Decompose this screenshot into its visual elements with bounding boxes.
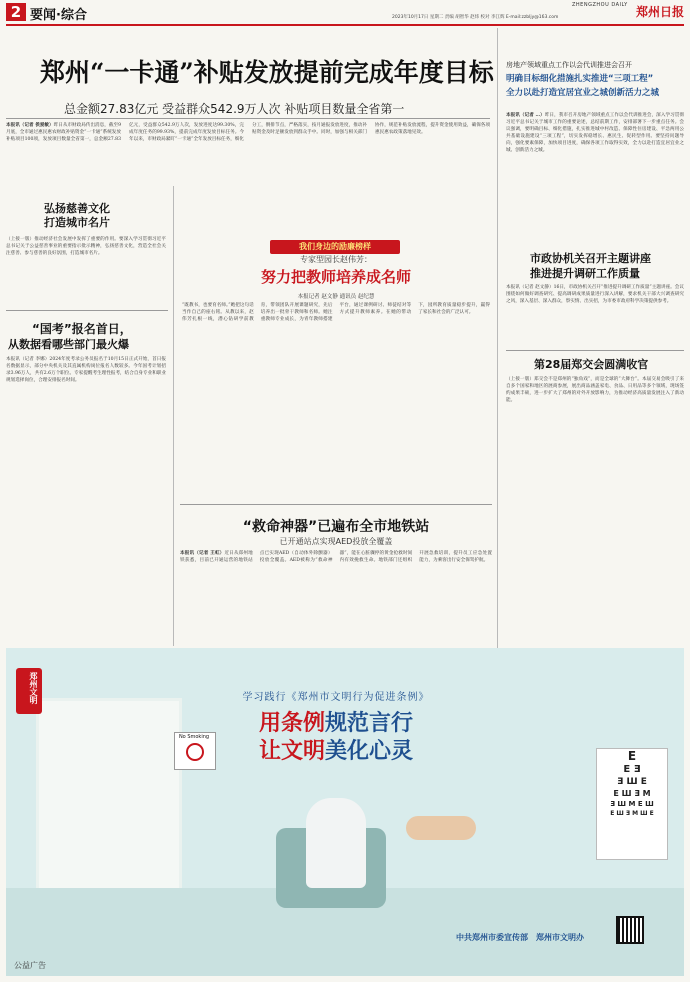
feature-byline: 本报记者 赵文静 通讯员 赵纪慧 [297,294,375,300]
eye-chart-row-5: Ǝ Ш M E Ш [610,800,654,808]
ad-footer-label: 公益广告 [14,961,46,970]
eye-chart-row-1: E [627,749,637,763]
right-mid-title-1: 市政协机关召开主题讲座 [530,252,651,265]
aed-rule [180,504,492,505]
right-mid-body-1: 本报讯（记者 赵文静）16日，市政协机关召开“推进提升调研工作质量”主题讲座。会议围绕如何做好调查研究、提高调研成果质量进行深入讲解，要求机关干部大兴调查研究之风，深入基层、深入群众，察实情、出实招，为市委市政府科学决策提供参考。 [506,285,684,304]
feature-body: “既教书，也要育名师。”她把这句话当作自己的座右铭。从教以来，赵伟芳扎根一线，潜心钻研学前教育，带领团队开展课题研究，先后培养出一批骨干教师和名师。她注重教师专业成长，为青年教师搭建平台，通过课例研讨、师徒结对等方式提升教师素养。在她的带动下，园所教育质量稳步提升，赢得了家长和社会的广泛认可。 [182,303,490,322]
left-a1-title-2: 打造城市名片 [44,216,110,229]
right-mid-body-2: （上接一版）郑交会不是郑州的“独角戏”，而是全球的“大舞台”。本届交易会吸引了来自多个国家和地区的展商参展，展出商品涵盖家电、食品、日用品等多个领域，现场签约成果丰硕，进一步扩大了郑州的对外开放影响力，为推动经济高质量发展注入了新动能。 [506,377,684,403]
header-divider [6,24,684,26]
feature-kicker: 专家型园长赵伟芳： [300,255,372,264]
eye-chart-row-6: E Ш Ǝ M Ш E [610,810,654,817]
right-mid-title-2: 推进提升调研工作质量 [530,267,640,280]
right-divider [497,28,498,648]
ad-figure [306,798,366,888]
ad-sponsor-1: 中共郑州市委宣传部 [456,933,528,942]
lead-headline: 郑州“一卡通”补贴发放提前完成年度目标 [40,58,494,87]
left-rule [6,310,168,311]
right-top-title-1: 明确目标细化措施扎实推进“三项工程” [506,74,654,84]
left-a2-title-2: 从数据看哪些部门最火爆 [8,338,129,351]
public-service-ad [6,648,684,976]
right-top-kicker: 房地产领域重点工作以会代训推进会召开 [506,61,632,69]
right-top-title-2: 全力以赴打造宜居宜业之城创新活力之城 [506,88,660,98]
ad-kicker: 学习践行《郑州市文明行为促进条例》 [242,692,430,703]
ad-qr-code [616,916,644,944]
no-smoking-label: No Smoking [178,734,210,740]
lead-text: 昨日从市财政局传出消息，截至9月底，全市通过惠民惠农财政补贴资金“一卡通”系统发放补贴项目100项，发放项目数量全省第一，总金额27.83亿元，受益群众542.9万人次，发放进度达99.30%，完成年度任务的99.93%，提前完成年度发放目标任务。今年以来，市财政局紧盯“一卡通”全年发放目标任务，细化分工，倒排节点，严格落实，按月通报发放进度，推动补贴资金及时足额发放到群众手中。同时，加强与相关部门协作，规范补贴发放流程，提升资金使用效益，确保各项惠民惠农政策落地见效。 [6,123,490,142]
lead-rule [6,118,490,119]
ad-seal-text: 郑州文明 [29,672,39,704]
ad-title-line-1: 用条例规范言行 [258,711,414,736]
feature-banner: 我们身边的励廉榜样 [299,242,371,251]
paper-name-en: ZHENGZHOU DAILY [572,2,628,8]
dateline: 2023年10月17日 星期二 责编 胡智华 赵炜 校对 李江辉 E-mail:zzbljy@163.com [392,15,559,20]
section-name: 要闻·综合 [30,8,87,23]
eye-chart-row-2: E Ǝ [623,764,641,775]
ad-hand [406,816,476,840]
left-a1-body: （上接一版）推动经济社会发展中发挥了重要的作用。要深入学习贯彻习近平总书记关于公益慈善事业的重要指示批示精神，弘扬慈善文化，营造全社会关注慈善、参与慈善的良好氛围，打造城市名片。 [6,237,166,256]
ad-sponsor-2: 郑州市文明办 [536,933,584,942]
right-mid-title-3: 第28届郑交会圆满收官 [534,358,649,371]
aed-subtitle: 已开通站点实现AED投放全覆盖 [279,537,393,546]
left-a1-title-1: 弘扬慈善文化 [44,202,110,215]
page-number: 2 [6,3,26,21]
left-a2-title-1: “国考”报名首日， [32,322,132,336]
lead-body [6,122,490,182]
lead-byline: 本报讯（记者 侯爱敏） [6,123,54,128]
right-mid-rule [506,350,684,351]
left-divider [173,186,174,646]
lead-subtitle: 总金额27.83亿元 受益群众542.9万人次 补贴项目数量全省第一 [64,102,405,116]
eye-chart-row-3: Ǝ Ш E [617,777,647,787]
aed-title: “救命神器”已遍布全市地铁站 [242,519,430,535]
ad-title-line-2: 让文明美化心灵 [258,739,414,764]
feature-title: 努力把教师培养成名师 [260,268,411,286]
eye-chart-row-4: E Ш Ǝ M [613,789,651,798]
right-top-body: 本报讯（记者 …）昨日，我市召开房地产领域重点工作以会代训推进会，深入学习贯彻习近平总书记关于城市工作的重要论述，总结前期工作，安排部署下一步重点任务。会议强调，要明确目标、细化措施，扎实推进城中村改造、保障性住房建设、平急两用公共基础设施建设“三项工程”，切实发挥稳增长、惠民生、促转型作用。要坚持问题导向，强化要素保障，加快项目进度，确保各项工作取得实效，全力以赴打造宜居宜业之城、创新活力之城。 [506,113,684,153]
no-smoking-icon [186,743,204,761]
paper-name-cn: 郑州日报 [636,5,685,19]
left-a2-body: 本报讯（记者 李娜）2024年度考录公务员报名于10月15日正式开始，首日报名数据显示，部分中央机关及其直属机构岗位报名人数较多。今年国考计划招录3.96万人，共有2.6万个职位。专家提醒考生理性报考，结合自身专业和职业规划选择岗位，合理安排报名时间。 [6,357,166,383]
aed-body: 本报讯（记者 王虹）近日从郑州地铁获悉，目前已开通运营的地铁站点已实现AED（自动体外除颤器）投放全覆盖。AED被称为“救命神器”，能在心脏骤停的黄金抢救时间内有效挽救生命。地铁部门还组织开展急救培训，提升员工应急处置能力，为乘客出行安全保驾护航。 [180,551,492,563]
page-header [0,0,690,24]
ad-eye-chart [596,748,668,860]
